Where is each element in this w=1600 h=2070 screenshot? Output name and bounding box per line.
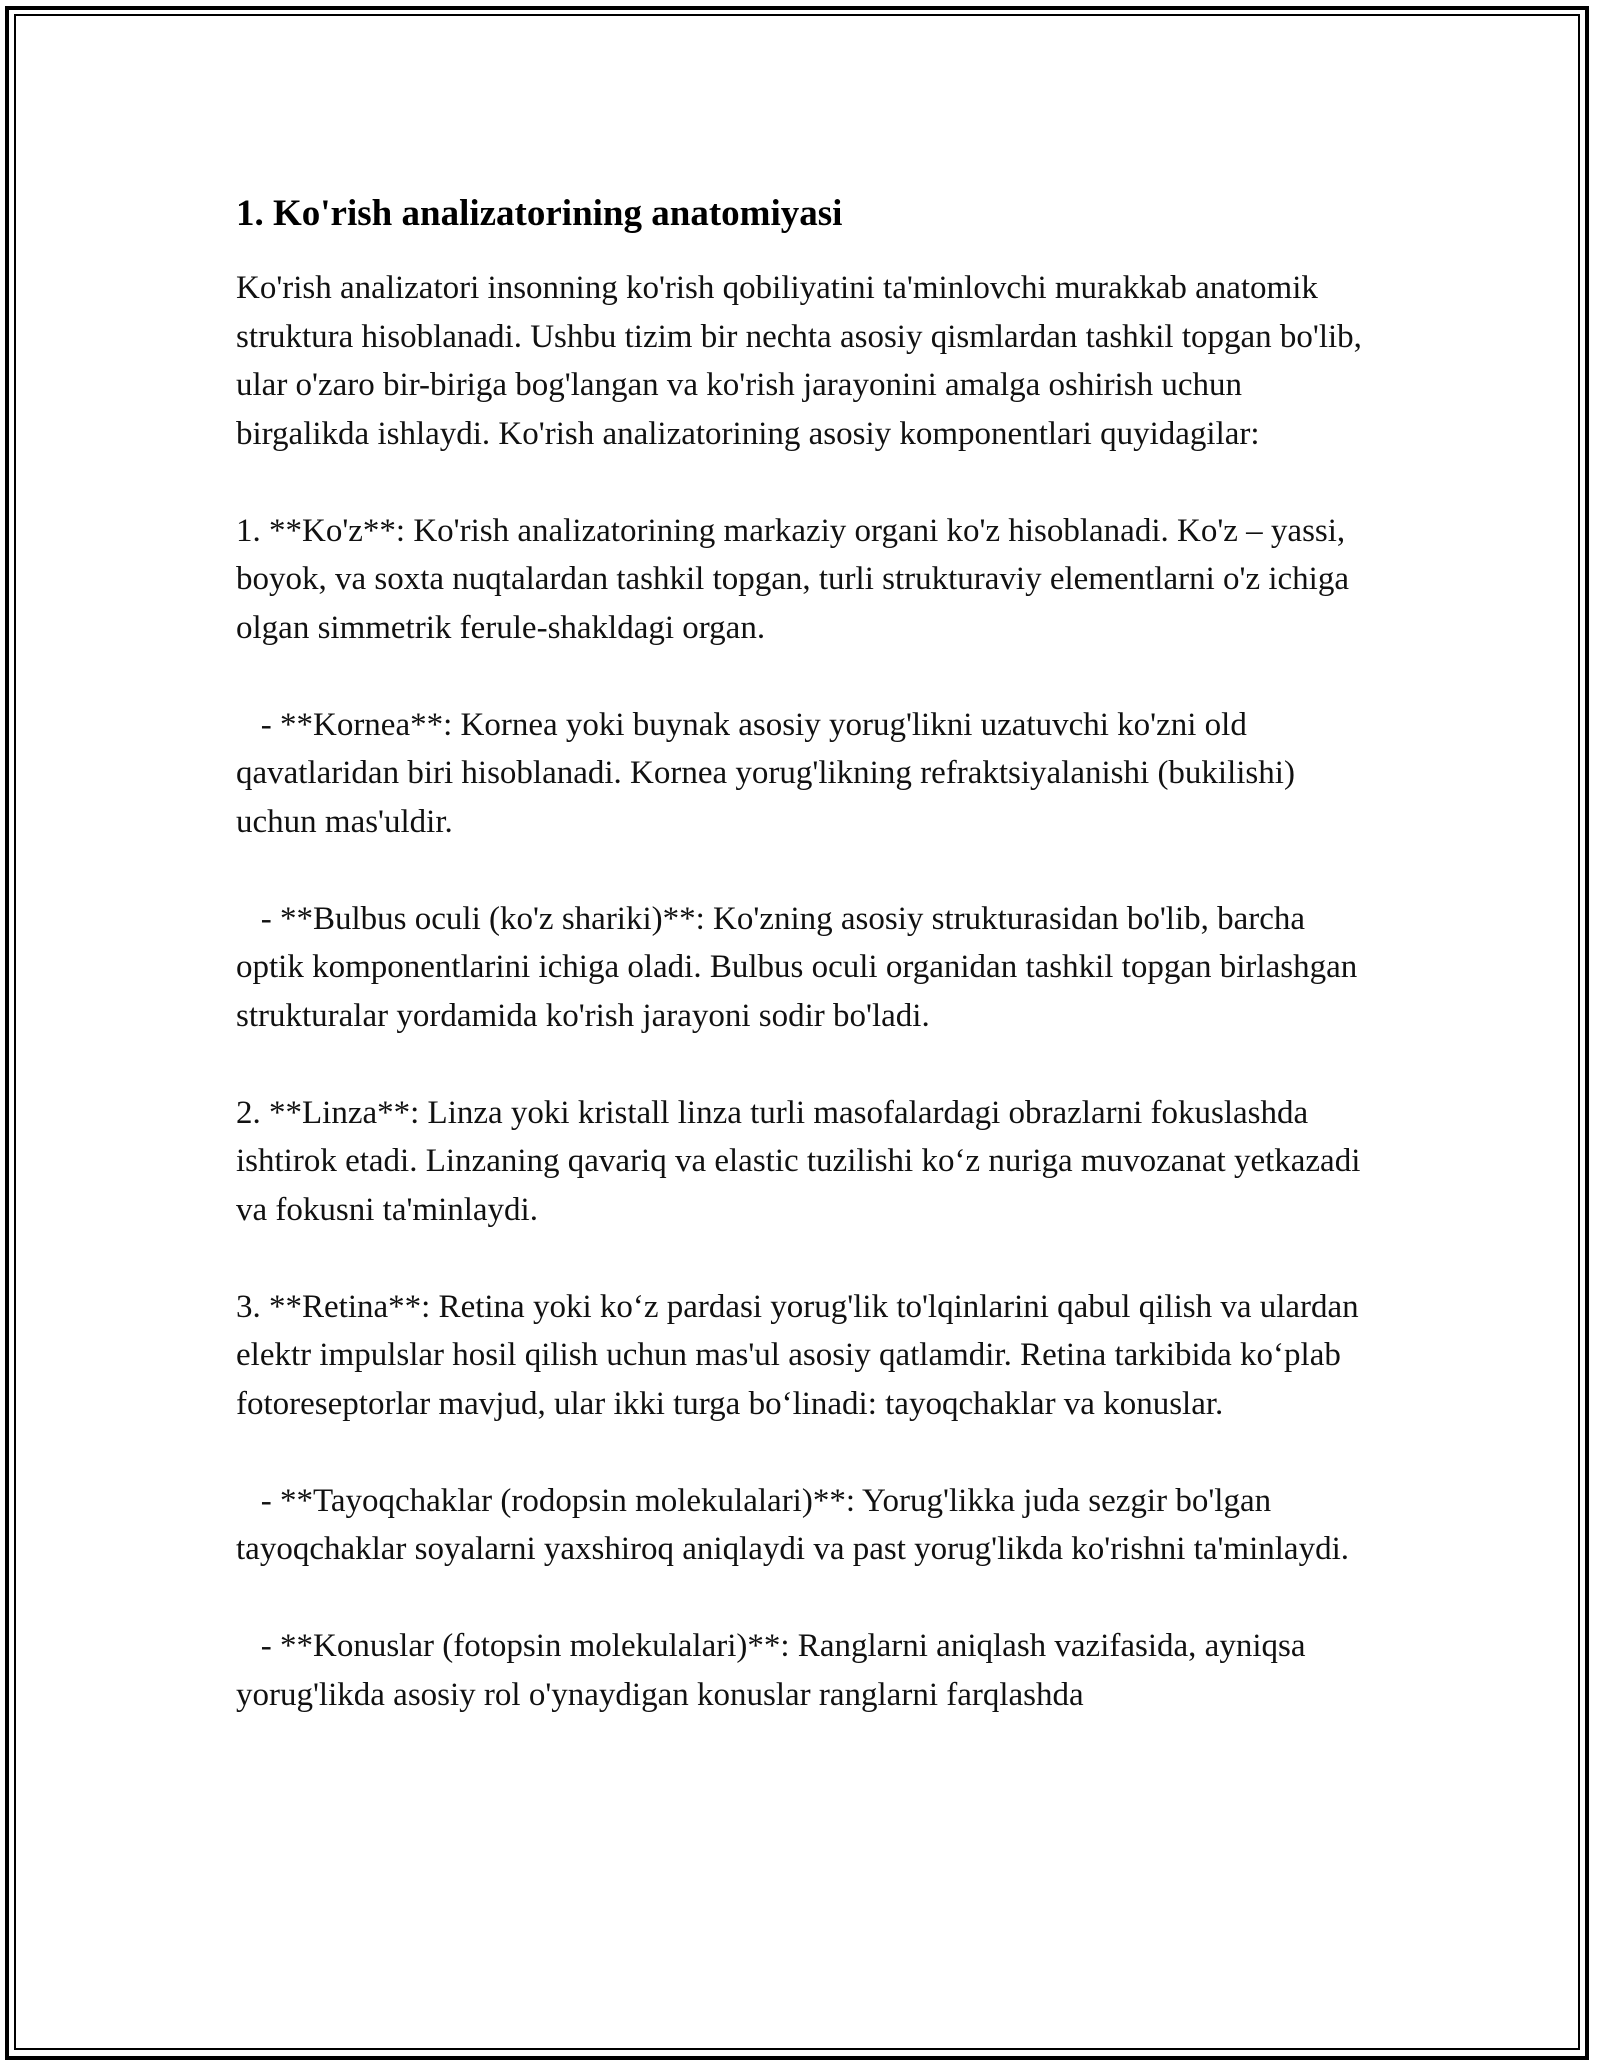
list-item-retina: 3. **Retina**: Retina yoki ko‘z pardasi yorug'lik to'lqinlarini qabul qilish va ulardan elektr impulslar hosil qilish uchun mas'ul asosiy qatlamdir. Retina tarkibida ko‘plab fotoreseptorlar mavjud, ular ikki turga bo‘linadi: tayoqchaklar va konuslar.	[236, 1288, 1367, 1422]
sub-item-konuslar: - **Konuslar (fotopsin molekulalari)**: Ranglarni aniqlash vazifasida, ayniqsa yorug'likda asosiy rol o'ynaydigan konuslar ranglarni farqlashda	[236, 1628, 1314, 1713]
sub-item-kornea: - **Kornea**: Kornea yoki buynak asosiy yorug'likni uzatuvchi ko'zni old qavatlaridan biri hisoblanadi. Kornea yorug'likning refraktsiyalanishi (bukilishi) uchun mas'uldir.	[236, 706, 1304, 840]
list-item-koz: 1. **Ko'z**: Ko'rish analizatorining markaziy organi ko'z hisoblanadi. Ko'z – yassi, boyok, va soxta nuqtalardan tashkil topgan, turli strukturaviy elementlarni o'z ichiga olgan simmetrik ferule-shakldagi organ.	[236, 512, 1358, 646]
sub-item-bulbus-oculi: - **Bulbus oculi (ko'z shariki)**: Ko'zning asosiy strukturasidan bo'lib, barcha optik komponentlarini ichiga oladi. Bulbus oculi organidan tashkil topgan birlashgan strukturalar yordamida ko'rish jarayoni sodir bo'ladi.	[236, 900, 1366, 1034]
document-body	[236, 188, 1372, 1719]
list-item-linza: 2. **Linza**: Linza yoki kristall linza turli masofalardagi obrazlarni fokuslashda ishtirok etadi. Linzaning qavariq va elastic tuzilishi ko‘z nuriga muvozanat yetkazadi va fokusni ta'minlaydi.	[236, 1094, 1369, 1228]
section-heading: 1. Ko'rish analizatorining anatomiyasi	[236, 193, 843, 234]
intro-paragraph: Ko'rish analizatori insonning ko'rish qobiliyatini ta'minlovchi murakkab anatomik struktura hisoblanadi. Ushbu tizim bir nechta asosiy qismlardan tashkil topgan bo'lib, ular o'zaro bir-biriga bog'langan va ko'rish jarayonini amalga oshirish uchun birgalikda ishlaydi. Ko'rish analizatorining asosiy komponentlari quyidagilar:	[236, 270, 1371, 452]
sub-item-tayoqchaklar: - **Tayoqchaklar (rodopsin molekulalari)**: Yorug'likka juda sezgir bo'lgan tayoqchaklar soyalarni yaxshiroq aniqlaydi va past yorug'likda ko'rishni ta'minlaydi.	[236, 1482, 1349, 1567]
